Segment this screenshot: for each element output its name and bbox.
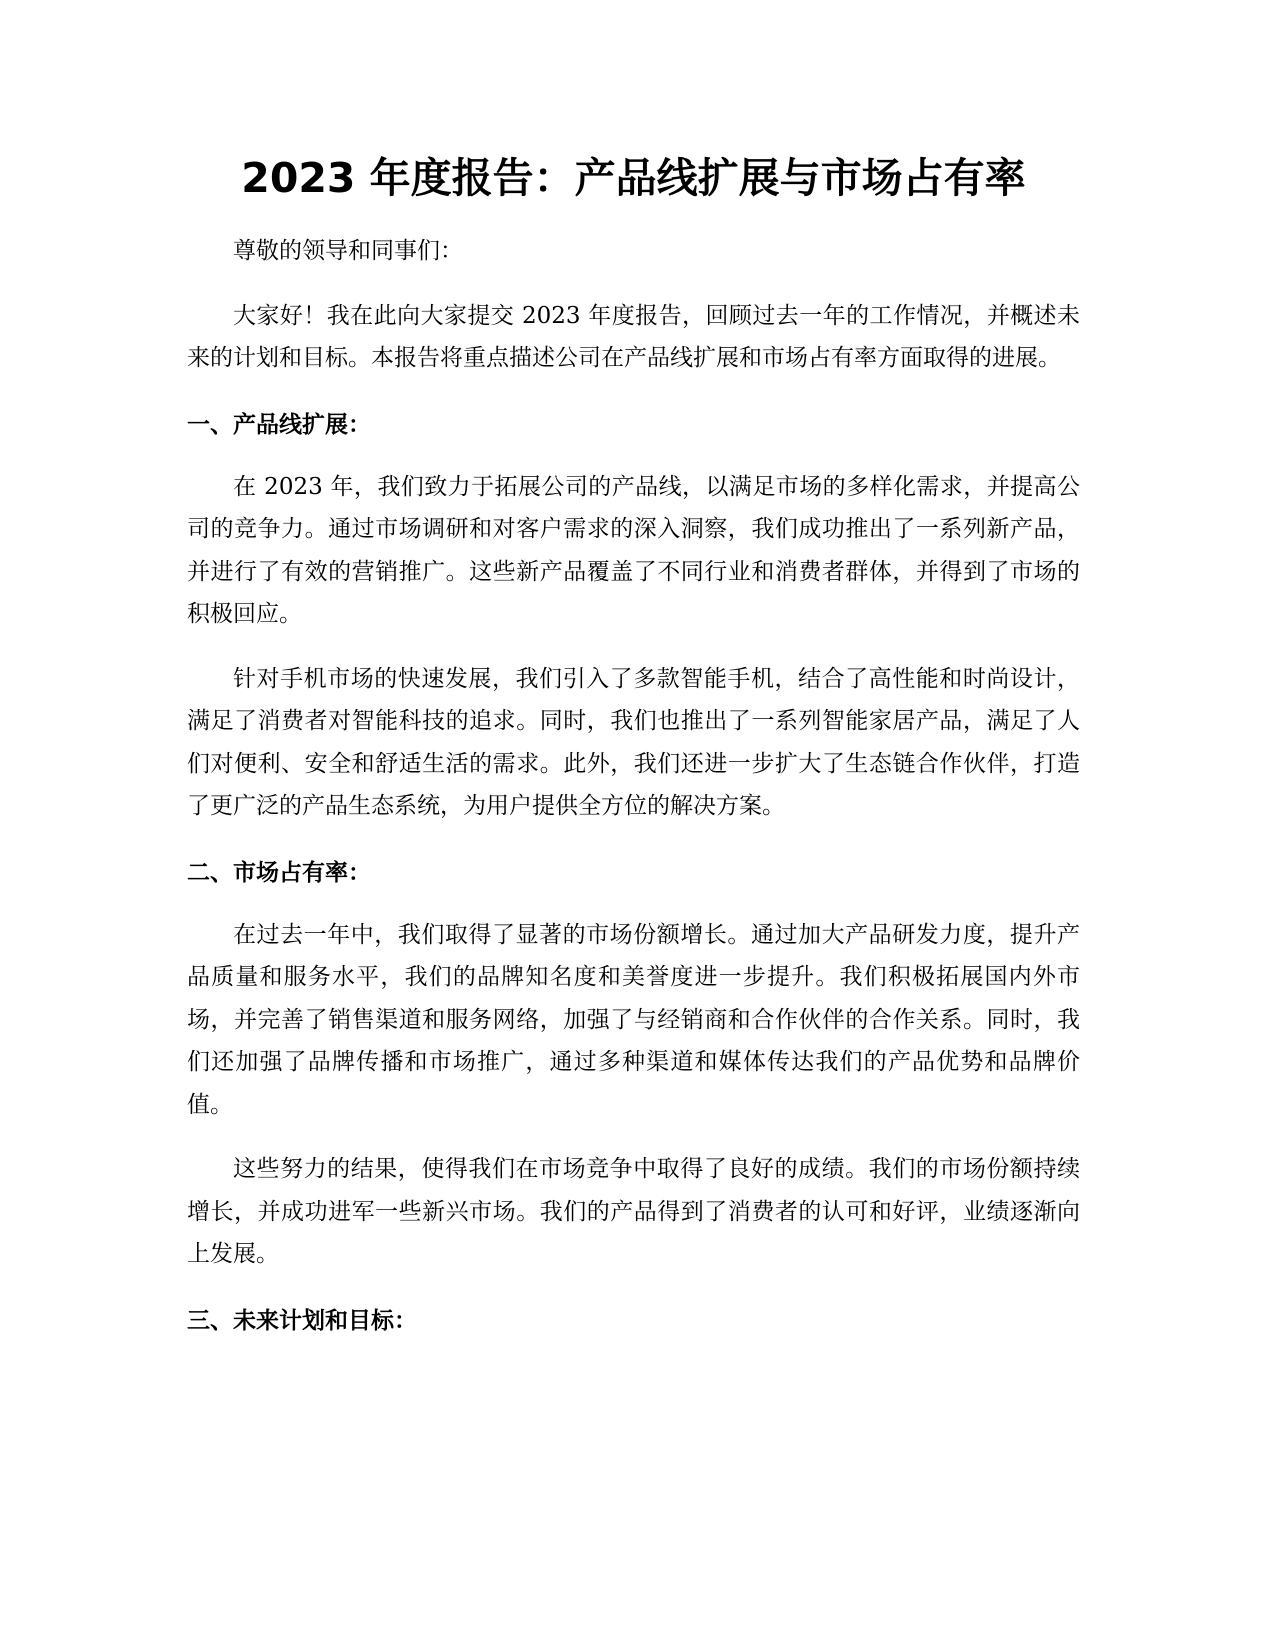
section-heading-market-share: 二、市场占有率：	[187, 859, 371, 886]
product-line-paragraph-2: 针对手机市场的快速发展，我们引入了多款智能手机，结合了高性能和时尚设计，满足了消费者对智能科技的追求。同时，我们也推出了一系列智能家居产品，满足了人们对便利、安全和舒适生活的需求。此外，我们还进一步扩大了生态链合作伙伴，打造了更广泛的产品生态系统，为用户提供全方位的解决方案。	[187, 665, 1080, 819]
intro-paragraph: 大家好！我在此向大家提交 2023 年度报告，回顾过去一年的工作情况，并概述未来的计划和目标。本报告将重点描述公司在产品线扩展和市场占有率方面取得的进展。	[187, 302, 1080, 371]
salutation: 尊敬的领导和同事们：	[233, 238, 463, 264]
document-title: 2023 年度报告：产品线扩展与市场占有率	[241, 154, 1026, 202]
product-line-paragraph-1: 在 2023 年，我们致力于拓展公司的产品线，以满足市场的多样化需求，并提高公司的竞争力。通过市场调研和对客户需求的深入洞察，我们成功推出了一系列新产品，并进行了有效的营销推广。这些新产品覆盖了不同行业和消费者群体，并得到了市场的积极回应。	[187, 473, 1080, 627]
market-share-paragraph-1: 在过去一年中，我们取得了显著的市场份额增长。通过加大产品研发力度，提升产品质量和服务水平，我们的品牌知名度和美誉度进一步提升。我们积极拓展国内外市场，并完善了销售渠道和服务网络，加强了与经销商和合作伙伴的合作关系。同时，我们还加强了品牌传播和市场推广，通过多种渠道和媒体传达我们的产品优势和品牌价值。	[187, 921, 1080, 1118]
document-body	[187, 148, 1080, 1342]
section-heading-product-line: 一、产品线扩展：	[187, 411, 371, 438]
section-heading-future-plans: 三、未来计划和目标：	[187, 1307, 417, 1334]
market-share-paragraph-2: 这些努力的结果，使得我们在市场竞争中取得了良好的成绩。我们的市场份额持续增长，并成功进军一些新兴市场。我们的产品得到了消费者的认可和好评，业绩逐渐向上发展。	[187, 1156, 1080, 1267]
